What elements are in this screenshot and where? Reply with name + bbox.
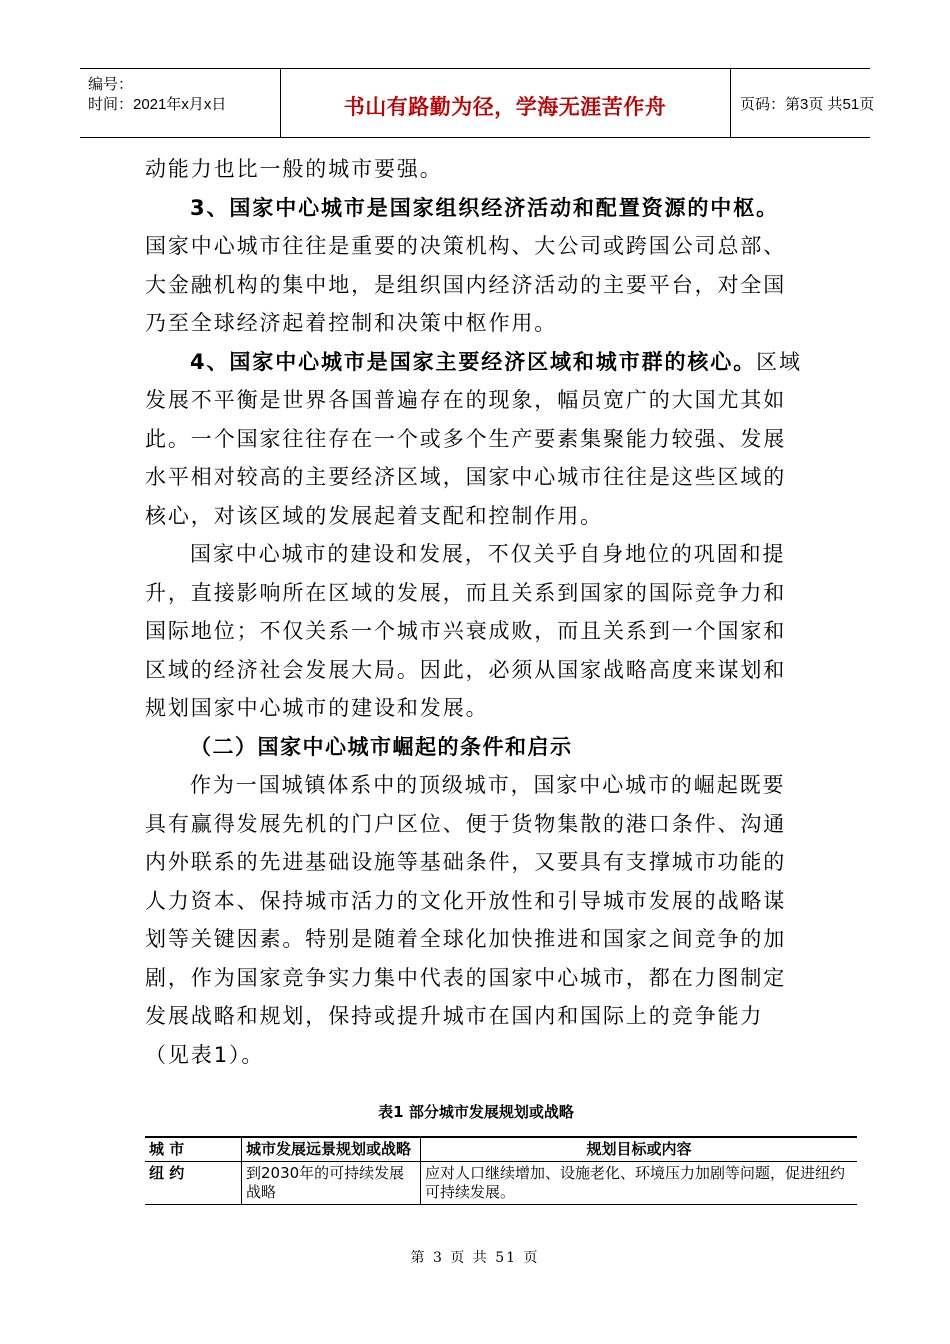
table-header-content: 规划目标或内容	[421, 1137, 858, 1162]
table-header-plan: 城市发展远景规划或战略	[242, 1137, 421, 1162]
paragraph-heading-3: 3、国家中心城市是国家组织经济活动和配置资源的中枢。	[190, 195, 780, 220]
table-cell-plan: 到2030年的可持续发展战略	[242, 1162, 421, 1205]
table-header-city: 城 市	[149, 1140, 185, 1158]
paragraph-3: 国家中心城市往往是重要的决策机构、大公司或跨国公司总部、大金融机构的集中地，是组织国内经济活动的主要平台，对全国乃至全球经济起着控制和决策中枢作用。	[145, 234, 787, 335]
paragraph-5: 国家中心城市的建设和发展，不仅关乎自身地位的巩固和提升，直接影响所在区域的发展，而且关系到国家的国际竞争力和国际地位；不仅关系一个城市兴衰成败，而且关系到一个国家和区域的经济社会发展大局。因此，必须从国家战略高度来谋划和规划国家中心城市的建设和发展。	[145, 542, 787, 720]
document-time-label: 时间：2021年x月x日	[88, 96, 227, 113]
document-number-label: 编号：	[88, 76, 134, 93]
paragraph-4-lead: 4、国家中心城市是国家主要经济区域和城市群的核心。	[190, 349, 757, 374]
page-header	[80, 68, 875, 138]
table-row	[145, 1162, 857, 1205]
table-header-row	[145, 1137, 857, 1162]
page-footer: 第 3 页 共 51 页	[410, 1250, 540, 1266]
header-motto-cell	[280, 69, 731, 137]
paragraph-6: 作为一国城镇体系中的顶级城市，国家中心城市的崛起既要具有赢得发展先机的门户区位、便于货物集散的港口条件、沟通内外联系的先进基础设施等基础条件，又要具有支撑城市功能的人力资本、保持城市活力的文化开放性和引导城市发展的战略谋划等关键因素。特别是随着全球化加快推进和国家之间竞争的加剧，作为国家竞争实力集中代表的国家中心城市，都在力图制定发展战略和规划，保持或提升城市在国内和国际上的竞争能力（见表1）。	[145, 773, 787, 1067]
city-plans-table	[145, 1136, 857, 1205]
header-meta-cell	[80, 69, 281, 137]
paragraph-4-text: 区域发展不平衡是世界各国普遍存在的现象，幅员宽广的大国尤其如此。一个国家往往存在一个或多个生产要素集聚能力较强、发展水平相对较高的主要经济区域，国家中心城市往往是这些区域的核心，对该区域的发展起着支配和控制作用。	[145, 349, 802, 528]
table-cell-content: 应对人口继续增加、设施老化、环境压力加剧等问题，促进纽约可持续发展。	[421, 1162, 858, 1205]
section-subheading: （二）国家中心城市崛起的条件和启示	[190, 734, 573, 759]
document-body	[145, 150, 807, 1074]
header-page-cell	[730, 69, 875, 137]
paragraph-continuation: 动能力也比一般的城市要强。	[145, 157, 443, 181]
header-motto: 书山有路勤为径，学海无涯苦作舟	[343, 95, 667, 119]
paragraph-4	[145, 343, 807, 536]
table-cell-city: 纽 约	[149, 1164, 185, 1182]
table-caption: 表1 部分城市发展规划或战略	[378, 1103, 574, 1121]
header-page-info: 页码：第3页 共51页	[740, 96, 875, 113]
